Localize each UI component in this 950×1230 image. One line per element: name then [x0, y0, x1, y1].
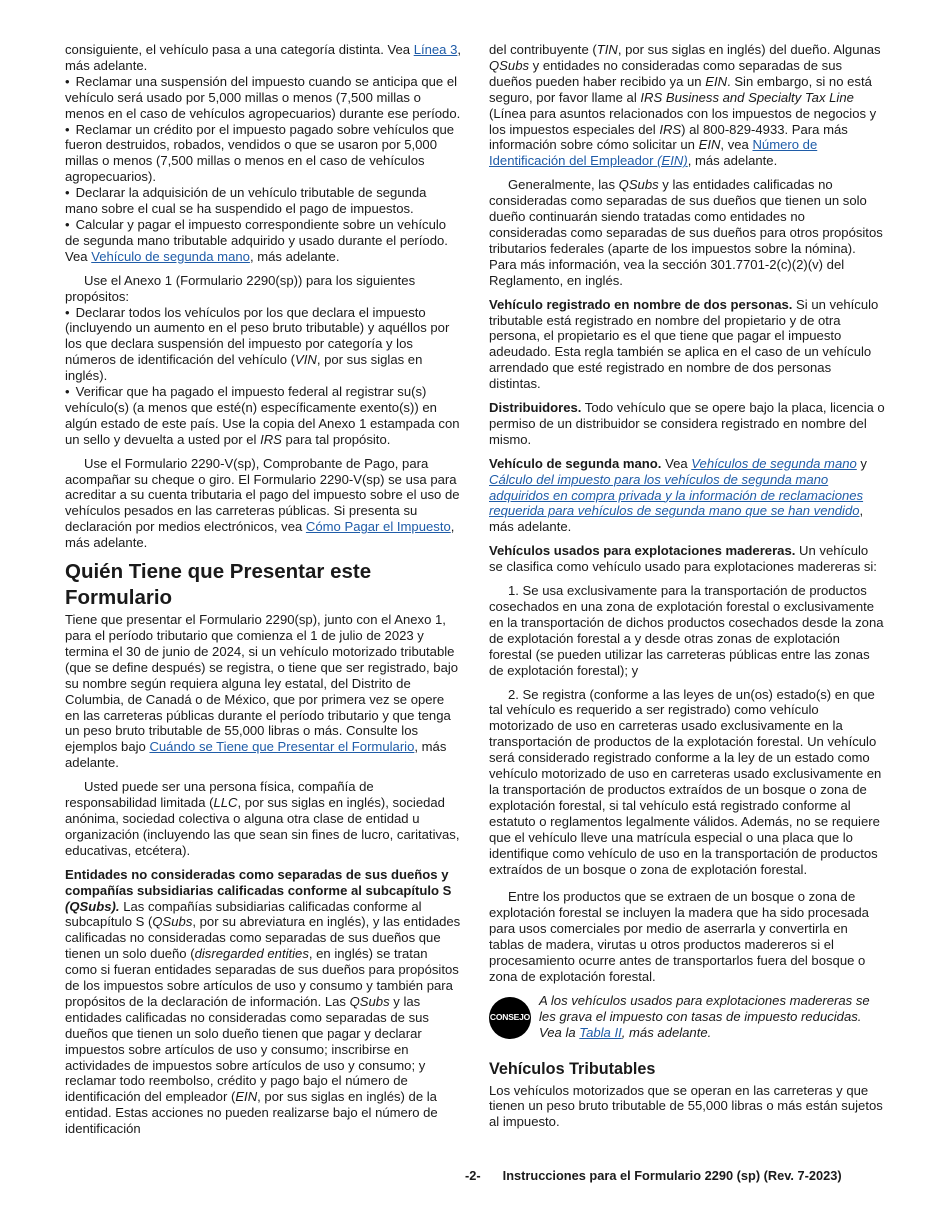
bullet-item: • Reclamar una suspensión del impuesto cuando se anticipa que el vehículo será usado por 5,000 millas o menos (7,500 millas o menos en el caso de vehículos agropecuarios) durante ese período. — [65, 74, 461, 122]
paragraph: consiguiente, el vehículo pasa a una categoría distinta. Vea Línea 3, más adelante. — [65, 42, 462, 73]
paragraph: Use el Formulario 2290-V(sp), Comprobante de Pago, para acompañar su cheque o giro. El Formulario 2290-V(sp) se usa para acreditar a su cuenta tributaria el pago del impuesto sobre el uso de vehículos pesados en las carreteras públicas. Si presenta su declaración por medios electrónicos, vea Cómo Pagar el Impuesto, más adelante. — [65, 455, 460, 551]
bullet-item: • Declarar todos los vehículos por los que declara el impuesto (incluyendo un aumento en el peso bruto tributable) y aquéllos por los que declara suspensión del impuesto por categoría y los números de identificación del vehículo (VIN, por sus siglas en inglés). — [65, 305, 461, 385]
numbered-item: 2. Se registra (conforme a las leyes de un(os) estado(s) en que tal vehículo es requerido a ser registrado) como vehículo motorizado de uso en carreteras usado exclusivamente en la transportación de productos de la explotación forestal. Un vehículo será considerado registrado conforme a la ley de un estado como vehículo motorizado de uso en carreteras usado exclusivamente en la transportación de productos extraídos de un bosque o zona de explotación forestal, si tal vehículo está registrado conforme al estatuto o reglamentos legalmente válidos. Además, no se requiere que el vehículo lleve una matrícula especial o una placa que lo identifique como vehículo de uso en la transportación de productos extraídos de un bosque o zona de explotación forestal. — [489, 686, 882, 877]
paragraph: Los vehículos motorizados que se operan en las carreteras y que tienen un peso bruto tributable de 55,000 libras o más están sujetos al impuesto. — [489, 1082, 883, 1130]
paragraph: Entre los productos que se extraen de un bosque o zona de explotación forestal se incluyen la madera que ha sido procesada para usos comerciales por medio de aserrarla y convertirla en tablas de madera, virutas u otros productos madereros si el procesamiento ocurre antes de transportarlos fuera del bosque o zona de explotación forestal. — [489, 889, 869, 984]
paragraph: Usted puede ser una persona física, compañía de responsabilidad limitada (LLC, por sus siglas en inglés), sociedad anónima, sociedad colectiva o alguna otra clase de entidad u organización (incluyendo las que sean sin fines de lucro, caritativas, educativas, etcétera). — [65, 779, 460, 858]
right-column — [489, 42, 885, 1138]
link-tabla-ii[interactable]: Tabla II — [579, 1024, 622, 1040]
document-title: Instrucciones para el Formulario 2290 (sp) (Rev. 7-2023) — [502, 1168, 842, 1183]
tip-text: A los vehículos usados para explotaciones madereras se les grava el impuesto con tasas de impuesto reducidas. Vea la Tabla II, más adelante. — [539, 992, 870, 1040]
section-heading: Quién Tiene que Presentar este Formulario — [65, 560, 372, 609]
link-linea-3[interactable]: Línea 3 — [413, 42, 458, 57]
paragraph: Tiene que presentar el Formulario 2290(sp), junto con el Anexo 1, para el período tributario que comienza el 1 de julio de 2023 y termina el 30 de junio de 2024, si un vehículo motorizado tributable (que se define después) se registra, o tiene que ser registrado, bajo su nombre según requiera alguna ley estatal, del Distrito de Columbia, de Canadá o de México, que por primera vez se opere en las carreteras públicas durante el período tributario y que tenga un peso bruto tributable de 55,000 libras o más. Consulte los ejemplos bajo Cuándo se Tiene que Presentar el Formulario, más adelante. — [65, 612, 459, 771]
paragraph: Vehículos usados para explotaciones madereras. Un vehículo se clasifica como vehículo usado para explotaciones madereras si: — [489, 543, 877, 575]
link-numero-identificacion[interactable]: Número de Identificación del Empleador (EIN) — [489, 137, 818, 169]
bullet-item: • Reclamar un crédito por el impuesto pagado sobre vehículos que fueron destruidos, robados, vendidos o que se usaron por 5,000 millas o menos (7,500 millas o menos en el caso de vehículos agropecuarios). — [65, 122, 461, 186]
page-footer — [465, 1168, 842, 1183]
bullet-item: • Calcular y pagar el impuesto correspondiente sobre un vehículo de segunda mano tributable adquirido y usado durante el período. Vea Vehículo de segunda mano, más adelante. — [65, 217, 461, 265]
bullet-item: • Declarar la adquisición de un vehículo tributable de segunda mano sobre el cual se ha suspendido el pago de impuestos. — [65, 185, 461, 217]
paragraph: del contribuyente (TIN, por sus siglas en inglés) del dueño. Algunas QSubs y entidades no consideradas como separadas de sus dueños pueden haber recibido ya un EIN. Sin embargo, si no está seguro, por favor llame al IRS Business and Specialty Tax Line (Línea para asuntos relacionados con los impuestos de negocios y los impuestos especiales del IRS) al 800-829-4933. Para más información sobre cómo solicitar un EIN, vea Número de Identificación del Empleador (EIN), más adelante. — [489, 42, 881, 169]
link-calculo-impuesto[interactable]: Cálculo del impuesto para los vehículos de segunda mano adquiridos en compra privada y la información de reclamaciones requerida para vehículos de segunda mano que se han vendido — [489, 471, 864, 519]
paragraph: Distribuidores. Todo vehículo que se opere bajo la placa, licencia o permiso de un distribuidor se considera registrado en nombre del mismo. — [489, 400, 885, 447]
paragraph: Generalmente, las QSubs y las entidades calificadas no consideradas como separadas de sus dueños que tienen un solo dueño continuarán siendo tratadas como entidades no consideradas como separadas de sus dueños para otros propósitos tributarios federales (aparte de los impuestos sobre la nómina). Para más información, vea la sección 301.7701-2(c)(2)(v) del Reglamento, en inglés. — [489, 177, 883, 288]
paragraph: Use el Anexo 1 (Formulario 2290(sp)) para los siguientes propósitos: — [65, 272, 416, 304]
section-heading: Vehículos Tributables — [489, 1059, 656, 1078]
paragraph: Vehículo de segunda mano. Vea Vehículos de segunda mano y Cálculo del impuesto para los vehículos de segunda mano adquiridos en compra privada y la información de reclamaciones requerida para vehículos de segunda mano que se han vendido, más adelante. — [489, 455, 867, 535]
numbered-item: 1. Se usa exclusivamente para la transportación de productos cosechados en una zona de explotación forestal o exclusivamente en la transportación de dichos productos cosechados desde la zona de explotación forestal a y desde otras zonas de explotación forestal (se pueden utilizar las carreteras públicas entre las zonas de explotación forestal); y — [489, 583, 884, 678]
left-column — [65, 42, 461, 1137]
link-como-pagar[interactable]: Cómo Pagar el Impuesto — [305, 519, 451, 535]
paragraph: Entidades no consideradas como separadas de sus dueños y compañías subsidiarias calificadas conforme al subcapítulo S (QSubs). Las compañías subsidiarias calificadas conforme al subcapítulo S (QSubs, por su abreviatura en inglés), y las entidades calificadas no consideradas como separadas de sus dueños que tienen un solo dueño (disregarded entities, en inglés) se tratan como si fueran entidades separadas de sus dueños para propósitos de los impuestos sobre artículos de uso y consumo y también para propósitos de la declaración de información. Las QSubs y las entidades calificadas no consideradas como separadas de sus dueños que tienen un solo dueño tienen que pagar y declarar impuestos sobre artículos de uso y consumo; inscribirse en actividades de impuestos sobre artículos de uso y consumo; y reclamar todo reembolso, crédito y pago bajo el número de identificación del empleador (EIN, por sus siglas en inglés) de la entidad. Estas acciones no pueden realizarse bajo el número de identificación — [65, 866, 461, 1137]
link-cuando-presentar[interactable]: Cuándo se Tiene que Presentar el Formulario — [149, 739, 415, 755]
bullet-item: • Verificar que ha pagado el impuesto federal al registrar su(s) vehículo(s) (a menos que esté(n) específicamente exento(s)) en algún estado de este país. Use la copia del Anexo 1 estampada con un sello y devuelta a usted por el IRS para tal propósito. — [65, 384, 461, 448]
consejo-icon: CONSEJO — [489, 997, 531, 1039]
link-vehiculo-segunda-mano[interactable]: Vehículo de segunda mano — [91, 248, 250, 264]
paragraph: Vehículo registrado en nombre de dos personas. Si un vehículo tributable está registrado en nombre del propietario y de otra persona, el propietario es el que tiene que pagar el impuesto adeudado. Esta regla también se aplica en el caso de un vehículo arrendado que esté registrado en nombre de dos personas distintas. — [489, 296, 879, 392]
page-number: -2- — [465, 1168, 481, 1183]
link-vehiculos-segunda-mano[interactable]: Vehículos de segunda mano — [691, 455, 857, 471]
tip-box — [489, 993, 885, 1041]
